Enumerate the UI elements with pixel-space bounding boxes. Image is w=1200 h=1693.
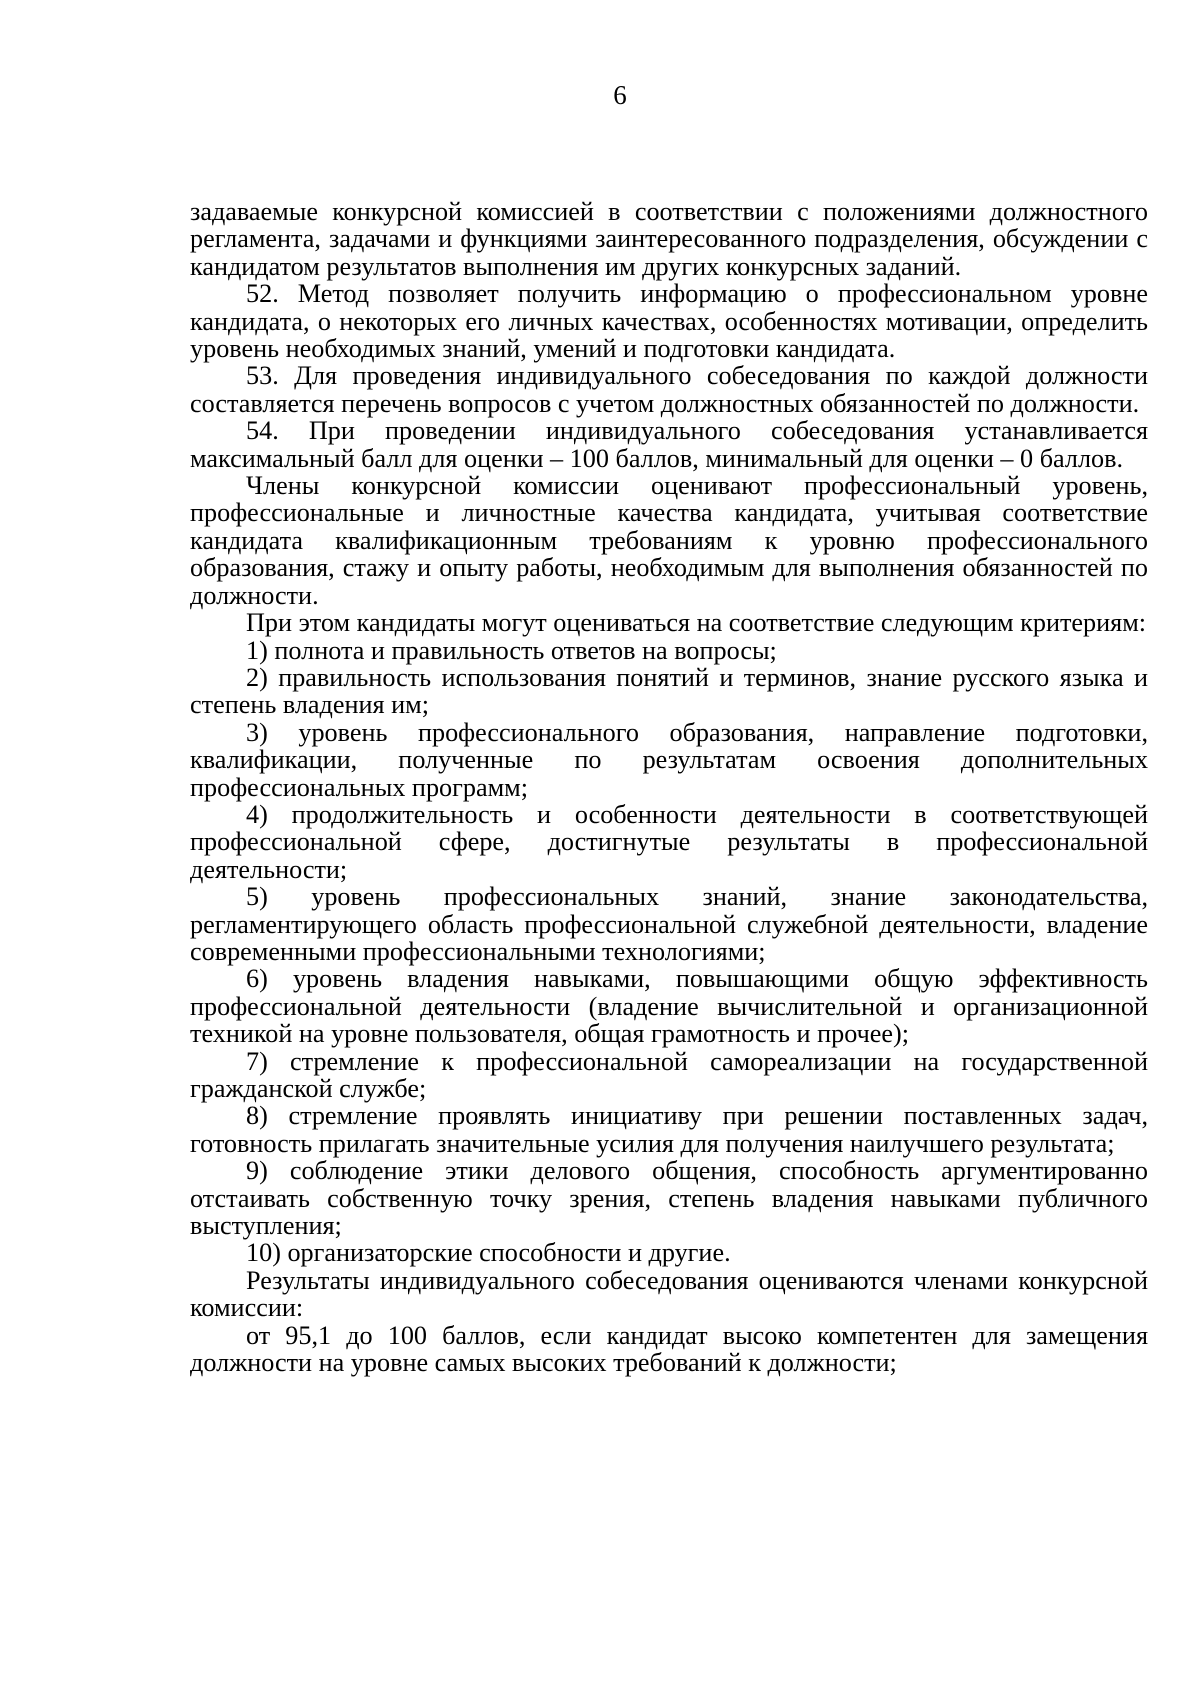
list-item: 7) стремление к профессиональной самореализации на государственной гражданской службе; [190,1046,1148,1103]
paragraph: 53. Для проведения индивидуального собеседования по каждой должности составляется перечень вопросов с учетом должностных обязанностей по должности. [190,361,1148,418]
list-item: 6) уровень владения навыками, повышающими общую эффективность профессиональной деятельности (владение вычислительной и организационной техникой на уровне пользователя, общая грамотность и прочее); [190,964,1148,1049]
document-body [190,198,1148,1376]
list-item: 10) организаторские способности и другие. [246,1238,731,1268]
list-item: 4) продолжительность и особенности деятельности в соответствующей профессиональной сфере, достигнутые результаты в профессиональной деятельности; [190,799,1148,884]
paragraph: 52. Метод позволяет получить информацию о профессиональном уровне кандидата, о некоторых его личных качествах, особенностях мотивации, определить уровень необходимых знаний, умений и подготовки кандидата. [190,279,1148,364]
list-item: 2) правильность использования понятий и терминов, знание русского языка и степень владения им; [190,662,1148,720]
page-number: 6 [613,80,627,110]
paragraph: При этом кандидаты могут оцениваться на соответствие следующим критериям: [246,608,1147,638]
list-item: 8) стремление проявлять инициативу при решении поставленных задач, готовность прилагать значительные усилия для получения наилучшего результата; [190,1101,1148,1158]
list-item: 3) уровень профессионального образования, направление подготовки, квалификации, полученные по результатам освоения дополнительных профессиональных программ; [190,717,1148,802]
paragraph: от 95,1 до 100 баллов, если кандидат высоко компетентен для замещения должности на уровне самых высоких требований к должности; [190,1320,1148,1378]
list-item: 5) уровень профессиональных знаний, знание законодательства, регламентирующего область профессиональной служебной деятельности, владение современными профессиональными технологиями; [190,882,1148,966]
list-item: 9) соблюдение этики делового общения, способность аргументированно отстаивать собственную точку зрения, степень владения навыками публичного выступления; [190,1156,1148,1241]
paragraph: Члены конкурсной комиссии оценивают профессиональный уровень, профессиональные и личностные качества кандидата, учитывая соответствие кандидата квалификационным требованиям к уровню профессионального образования, стажу и опыту работы, необходимым для выполнения обязанностей по должности. [190,471,1148,610]
paragraph: Результаты индивидуального собеседования оцениваются членами конкурсной комиссии: [190,1265,1148,1323]
list-item: 1) полнота и правильность ответов на вопросы; [246,635,777,665]
paragraph: 54. При проведении индивидуального собеседования устанавливается максимальный балл для оценки – 100 баллов, минимальный для оценки – 0 баллов. [190,416,1148,473]
paragraph: задаваемые конкурсной комиссией в соответствии с положениями должностного регламента, задачами и функциями заинтересованного подразделения, обсуждении с кандидатом результатов выполнения им других конкурсных заданий. [190,197,1148,281]
